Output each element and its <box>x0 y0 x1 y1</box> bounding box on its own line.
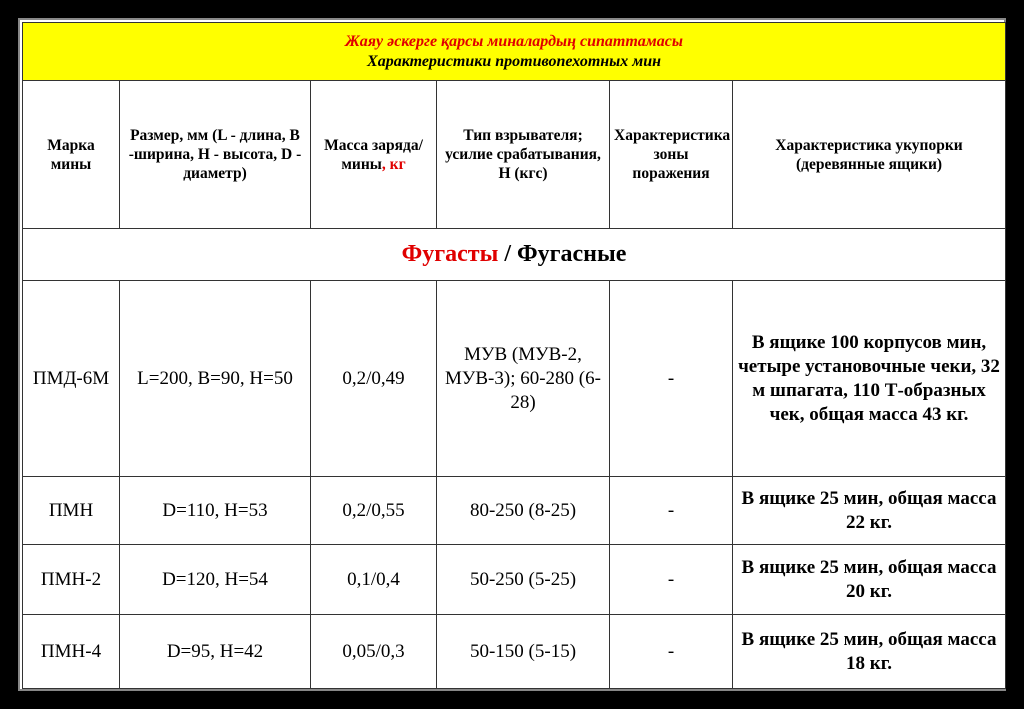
header-mass-label: Масса заряда/мины <box>324 136 423 173</box>
cell-mass: 0,2/0,55 <box>311 477 437 545</box>
table-row <box>23 281 1006 477</box>
section-title-sep: / <box>498 241 517 267</box>
cell-zone: - <box>610 615 733 689</box>
title-russian: Характеристики противопехотных мин <box>367 52 662 70</box>
mines-table <box>22 22 1006 689</box>
table-title <box>23 23 1006 81</box>
title-kazakh: Жаяу әскерге қарсы миналардың сипаттамасы <box>345 32 683 50</box>
section-title <box>23 229 1006 281</box>
cell-brand: ПМД-6М <box>23 281 120 477</box>
cell-packing: В ящике 25 мин, общая масса 18 кг. <box>733 615 1006 689</box>
cell-mass: 0,1/0,4 <box>311 545 437 615</box>
section-row <box>23 229 1006 281</box>
title-row <box>23 23 1006 81</box>
cell-fuse: 50-150 (5-15) <box>437 615 610 689</box>
cell-fuse: 80-250 (8-25) <box>437 477 610 545</box>
cell-zone: - <box>610 281 733 477</box>
cell-fuse: 50-250 (5-25) <box>437 545 610 615</box>
cell-fuse: МУВ (МУВ-2, МУВ-3); 60-280 (6-28) <box>437 281 610 477</box>
cell-zone: - <box>610 545 733 615</box>
header-size: Размер, мм (L - длина, В -ширина, Н - высота, D - диаметр) <box>120 81 311 229</box>
cell-size: D=120, Н=54 <box>120 545 311 615</box>
cell-size: D=95, Н=42 <box>120 615 311 689</box>
header-mass-unit: , кг <box>381 155 406 173</box>
cell-brand: ПМН-4 <box>23 615 120 689</box>
table-row <box>23 477 1006 545</box>
cell-zone: - <box>610 477 733 545</box>
header-fuse: Тип взрывателя; усилие срабатывания, Н (кгс) <box>437 81 610 229</box>
section-title-ru: Фугасные <box>517 241 627 267</box>
cell-brand: ПМН <box>23 477 120 545</box>
cell-size: D=110, Н=53 <box>120 477 311 545</box>
cell-brand: ПМН-2 <box>23 545 120 615</box>
cell-packing: В ящике 25 мин, общая масса 20 кг. <box>733 545 1006 615</box>
header-brand: Марка мины <box>23 81 120 229</box>
table-row <box>23 545 1006 615</box>
cell-mass: 0,2/0,49 <box>311 281 437 477</box>
header-zone: Характеристика зоны поражения <box>610 81 733 229</box>
header-mass <box>311 81 437 229</box>
header-packing: Характеристика укупорки (деревянные ящики) <box>733 81 1006 229</box>
section-title-kz: Фугасты <box>401 241 499 267</box>
cell-packing: В ящике 100 корпусов мин, четыре установочные чеки, 32 м шпагата, 110 Т-образных чек, общая масса 43 кг. <box>733 281 1006 477</box>
cell-packing: В ящике 25 мин, общая масса 22 кг. <box>733 477 1006 545</box>
cell-mass: 0,05/0,3 <box>311 615 437 689</box>
table-row <box>23 615 1006 689</box>
header-row <box>23 81 1006 229</box>
cell-size: L=200, В=90, Н=50 <box>120 281 311 477</box>
